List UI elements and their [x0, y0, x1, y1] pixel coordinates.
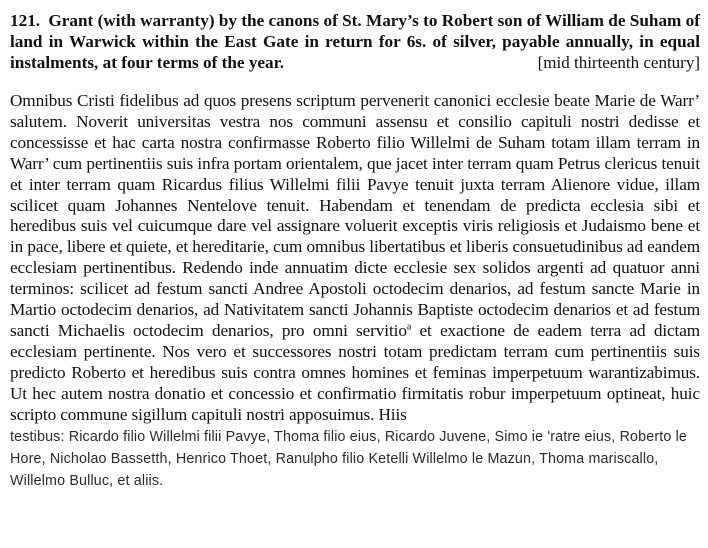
charter-text: [10, 91, 700, 426]
charter-text-part1: Omnibus Cristi fidelibus ad quos presens scriptum pervenerit canonici ecclesie beate Marie de Warr’ salutem. Noverit universitas vestra nos communi assensu et consilio capituli nostri dedisse et concessisse et hac carta nostra confirmasse Roberto filio Willelmi de Suham totam illam terram in Warr’ cum pertinentiis suis infra portam orientalem, que jacet inter terram quam Petrus clericus tenuit et inter terram quam Ricardus filius Willelmi filii Pavye tenuit juxta terram Alienore vidue, illam scilicet quam Johannes Nentelove tenuit. Habendam et tenendam de predicta ecclesia sibi et heredibus suis vel cuicumque dare vel assignare voluerit exceptis viris religiosis et Judaismo bene et in pace, libere et quiete, et hereditarie, cum omnibus libertatibus et liberis consuetudinibus ad eandem ecclesiam pertinentibus. Redendo inde annuatim dicte ecclesie sex solidos argenti ad quatuor anni terminos: scilicet ad festum sancti Andree Apostoli octodecim denarios, ad festum sancte Marie in Martio octodecim denarios, ad Nativitatem sancti Johannis Baptiste octodecim denarios et ad festum sancti Michaelis octodecim denarios, pro omni servitio: [10, 91, 700, 340]
witness-list: testibus: Ricardo filio Willelmi filii Pavye, Thoma filio eius, Ricardo Juvene, Simo ie 'ratre eius, Roberto le Hore, Nicholao Bassetth, Henrico Thoet, Ranulpho filio Ketelli Willelmo le Mazun, Thoma mariscallo, Willelmo Bulluc, et aliis.: [10, 428, 688, 489]
entry-heading-text: Grant (with warranty) by the canons of St. Mary’s to Robert son of William de Suham of land in Warwick within the East Gate in return for 6s. of silver, payable annually, in equal instalments, at four terms of the year.: [10, 11, 700, 72]
entry-number: 121.: [10, 11, 41, 30]
entry-heading: [10, 10, 700, 73]
charter-text-part2: et exactione de eadem terra ad dictam ecclesiam pertinente. Nos vero et successores nostri totam predictam terram cum pertinentiis suis predicto Roberto et heredibus suis contra omnes homines et feminas imperpetuum warantizabimus. Ut hec autem nostra donatio et concessio et confirmatio firmitatis robur imperpetuum optineat, huic scripto commune sigillum capituli nostri apposuimus. Hiis: [10, 320, 700, 424]
entry-date: [mid thirteenth century]: [537, 53, 700, 72]
footnote-mark: a: [406, 321, 412, 333]
document-page: [10, 10, 700, 492]
